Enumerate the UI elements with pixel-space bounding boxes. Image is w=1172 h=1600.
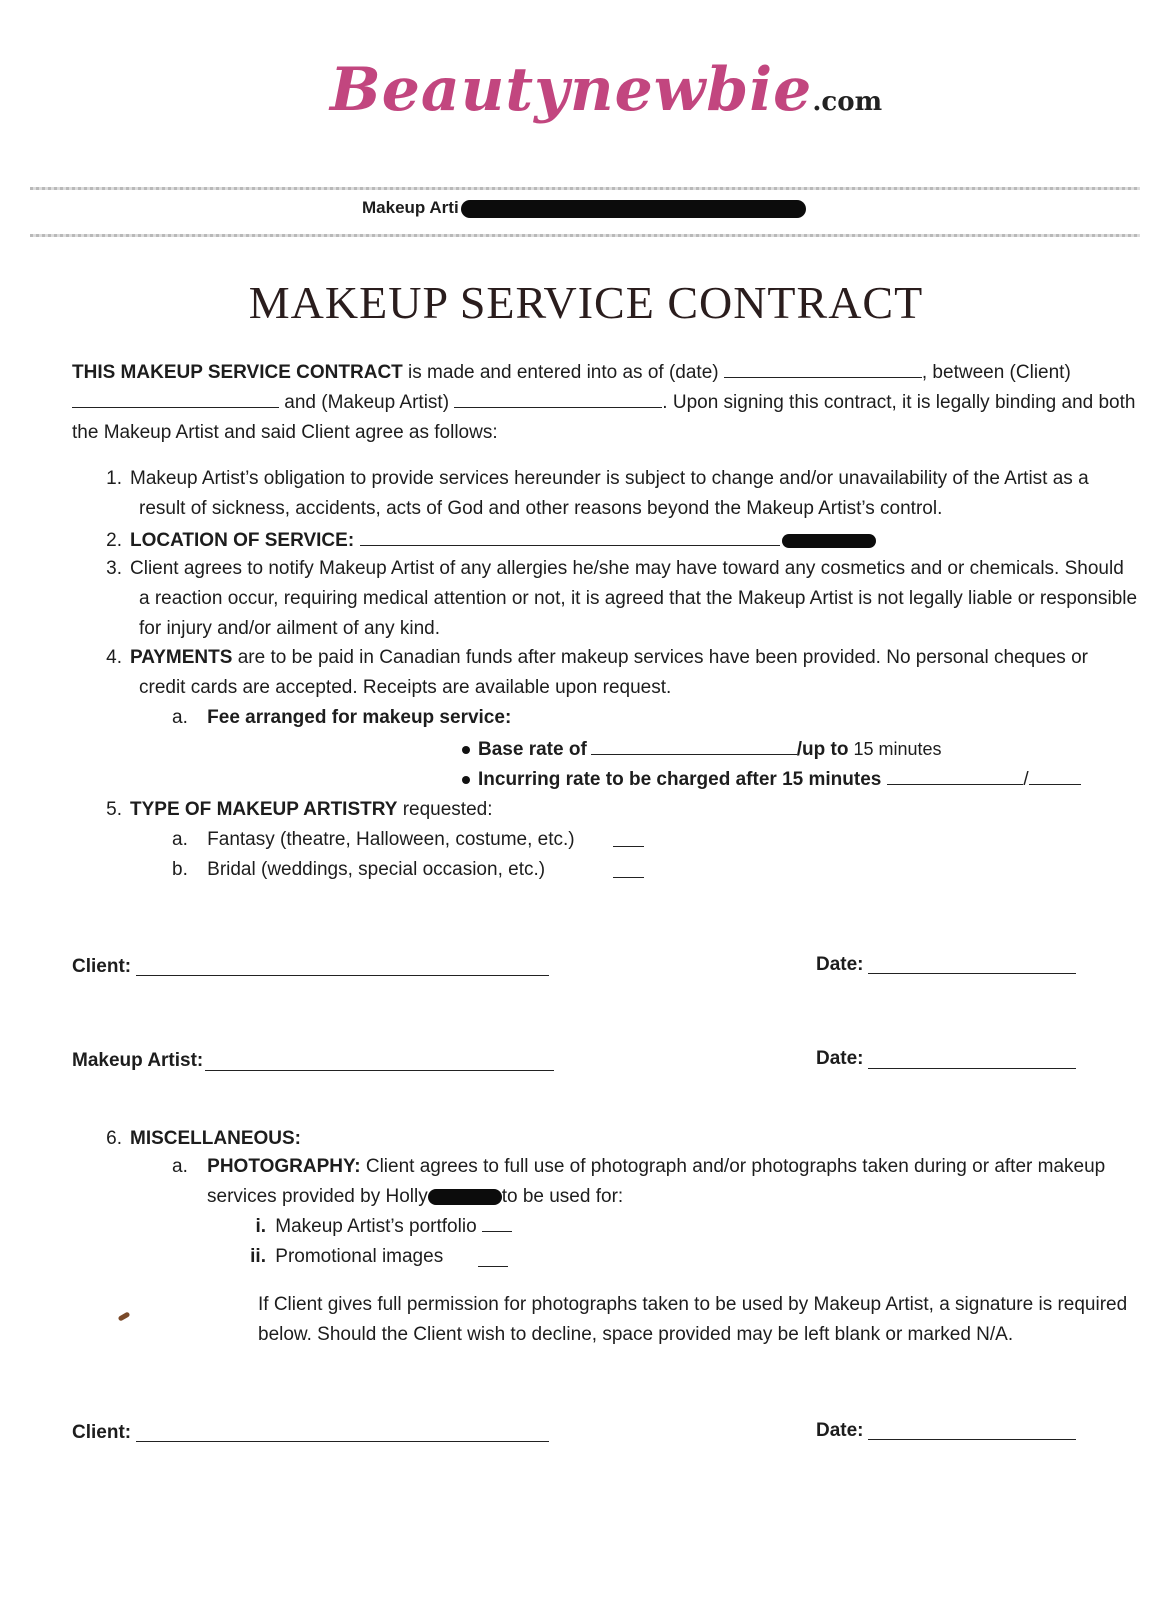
promotional-label: Promotional images [275, 1246, 444, 1267]
header-divider-top [30, 187, 1140, 190]
item-6a [172, 1152, 1105, 1182]
photography-text-2: services provided by Holly [207, 1186, 428, 1207]
bridal-checkbox-blank[interactable] [613, 877, 644, 878]
date-blank[interactable] [724, 361, 922, 378]
incurring-unit-blank[interactable] [1029, 768, 1081, 785]
logo-suffix: .com [812, 87, 883, 117]
intro-line-1 [72, 358, 1071, 388]
item-6-number: 6. [106, 1128, 122, 1149]
client-signature-label: Client: [72, 956, 132, 977]
bullet-icon [462, 776, 470, 784]
item-4-text: are to be paid in Canadian funds after makeup services have been provided. No personal cheques or [232, 647, 1088, 668]
client-date-line[interactable] [868, 973, 1076, 974]
portfolio-label: Makeup Artist’s portfolio [275, 1216, 477, 1237]
item-3-number: 3. [106, 558, 122, 579]
roman-ii: ii. [250, 1246, 266, 1267]
photo-client-signature-label: Client: [72, 1422, 132, 1443]
bridal-label: Bridal (weddings, special occasion, etc.) [207, 859, 546, 880]
client-date-label: Date: [816, 954, 864, 975]
item-3 [86, 554, 1124, 584]
redaction-mark [782, 534, 876, 548]
artistry-label: TYPE OF MAKEUP ARTISTRY [130, 799, 398, 820]
client-signature-line[interactable] [136, 975, 549, 976]
misc-label: MISCELLANEOUS: [130, 1128, 301, 1149]
intro-text-3: and (Makeup Artist) [279, 392, 455, 413]
photo-client-signature-line[interactable] [136, 1441, 549, 1442]
intro-text-1: is made and entered into as of (date) [402, 362, 724, 383]
item-3-cont-1: a reaction occur, requiring medical attention or not, it is agreed that the Makeup Artist is not legally liable or responsible [139, 588, 1138, 609]
item-1-text: Makeup Artist’s obligation to provide services hereunder is subject to change and/or unavailability of the Artist as a [130, 468, 1089, 489]
logo [330, 55, 882, 125]
permission-note-2: below. Should the Client wish to decline, space provided may be left blank or marked N/A. [258, 1324, 1014, 1345]
item-4a-letter: a. [172, 707, 188, 728]
location-label: LOCATION OF SERVICE: [130, 530, 355, 551]
photography-text-3: to be used for: [501, 1186, 624, 1207]
payments-label: PAYMENTS [130, 647, 233, 668]
incurring-rate-blank[interactable] [887, 768, 1023, 785]
item-5b-letter: b. [172, 859, 188, 880]
intro-text-4: . Upon signing this contract, it is legally binding and both [662, 392, 1136, 413]
item-5b [172, 855, 545, 885]
redaction-mark [428, 1189, 502, 1205]
item-6a-i [240, 1212, 512, 1242]
incurring-rate-line [462, 765, 1081, 795]
item-5 [86, 795, 493, 825]
item-4-cont: credit cards are accepted. Receipts are available upon request. [139, 677, 672, 698]
promotional-blank[interactable] [478, 1266, 508, 1267]
item-4-number: 4. [106, 647, 122, 668]
item-6a-cont [207, 1182, 623, 1212]
intro-line-3: the Makeup Artist and said Client agree as follows: [72, 422, 498, 443]
intro-line-2 [72, 388, 1135, 418]
base-rate-label: Base rate of [478, 739, 587, 760]
roman-i: i. [255, 1216, 266, 1237]
up-to-label: /up to [796, 739, 849, 760]
photo-date-line[interactable] [868, 1439, 1076, 1440]
minutes-label: 15 minutes [848, 739, 942, 759]
item-1-cont: result of sickness, accidents, acts of God and other reasons beyond the Makeup Artist’s control. [139, 498, 943, 519]
page-title: MAKEUP SERVICE CONTRACT [248, 277, 924, 328]
bullet-icon [462, 746, 470, 754]
fantasy-checkbox-blank[interactable] [613, 846, 644, 847]
item-4 [86, 643, 1088, 673]
photography-text: Client agrees to full use of photograph and/or photographs taken during or after makeup [360, 1156, 1106, 1177]
item-1 [86, 464, 1089, 494]
item-5a-letter: a. [172, 829, 188, 850]
permission-note-1: If Client gives full permission for photographs taken to be used by Makeup Artist, a signature is required [258, 1294, 1128, 1315]
ink-mark [118, 1311, 131, 1321]
fantasy-label: Fantasy (theatre, Halloween, costume, etc.) [207, 829, 575, 850]
redaction-mark [461, 200, 806, 218]
artist-date-line[interactable] [868, 1068, 1076, 1069]
item-5-number: 5. [106, 799, 122, 820]
portfolio-blank[interactable] [482, 1215, 512, 1232]
fee-label: Fee arranged for makeup service: [207, 707, 512, 728]
item-3-cont-2: for injury and/or ailment of any kind. [139, 618, 440, 639]
photography-label: PHOTOGRAPHY: [207, 1156, 361, 1177]
base-rate-line [462, 734, 942, 765]
item-2-number: 2. [106, 530, 122, 551]
location-blank[interactable] [360, 529, 780, 546]
item-6 [86, 1124, 301, 1154]
incurring-rate-label: Incurring rate to be charged after 15 minutes [478, 769, 882, 790]
item-1-number: 1. [106, 468, 122, 489]
item-4a [172, 703, 511, 733]
item-5-text: requested: [397, 799, 493, 820]
artist-signature-label: Makeup Artist: [72, 1050, 204, 1071]
slash: / [1023, 769, 1029, 790]
item-6a-letter: a. [172, 1156, 188, 1177]
header-subtitle: Makeup Arti [362, 198, 459, 217]
artist-name-blank[interactable] [454, 391, 662, 408]
client-name-blank[interactable] [72, 391, 279, 408]
intro-text-2: , between (Client) [921, 362, 1071, 383]
intro-bold: THIS MAKEUP SERVICE CONTRACT [72, 362, 403, 383]
header-divider-bottom [30, 234, 1140, 237]
photo-date-label: Date: [816, 1420, 864, 1441]
header-subtitle-line [362, 198, 806, 218]
item-5a [172, 825, 575, 855]
item-3-text: Client agrees to notify Makeup Artist of any allergies he/she may have toward any cosmetics and or chemicals. Should [130, 558, 1124, 579]
artist-date-label: Date: [816, 1048, 864, 1069]
item-6a-ii [240, 1242, 443, 1272]
artist-signature-line[interactable] [205, 1070, 554, 1071]
item-2 [86, 526, 876, 556]
base-rate-blank[interactable] [591, 738, 797, 755]
logo-script-text: Beautynewbie [330, 55, 813, 125]
